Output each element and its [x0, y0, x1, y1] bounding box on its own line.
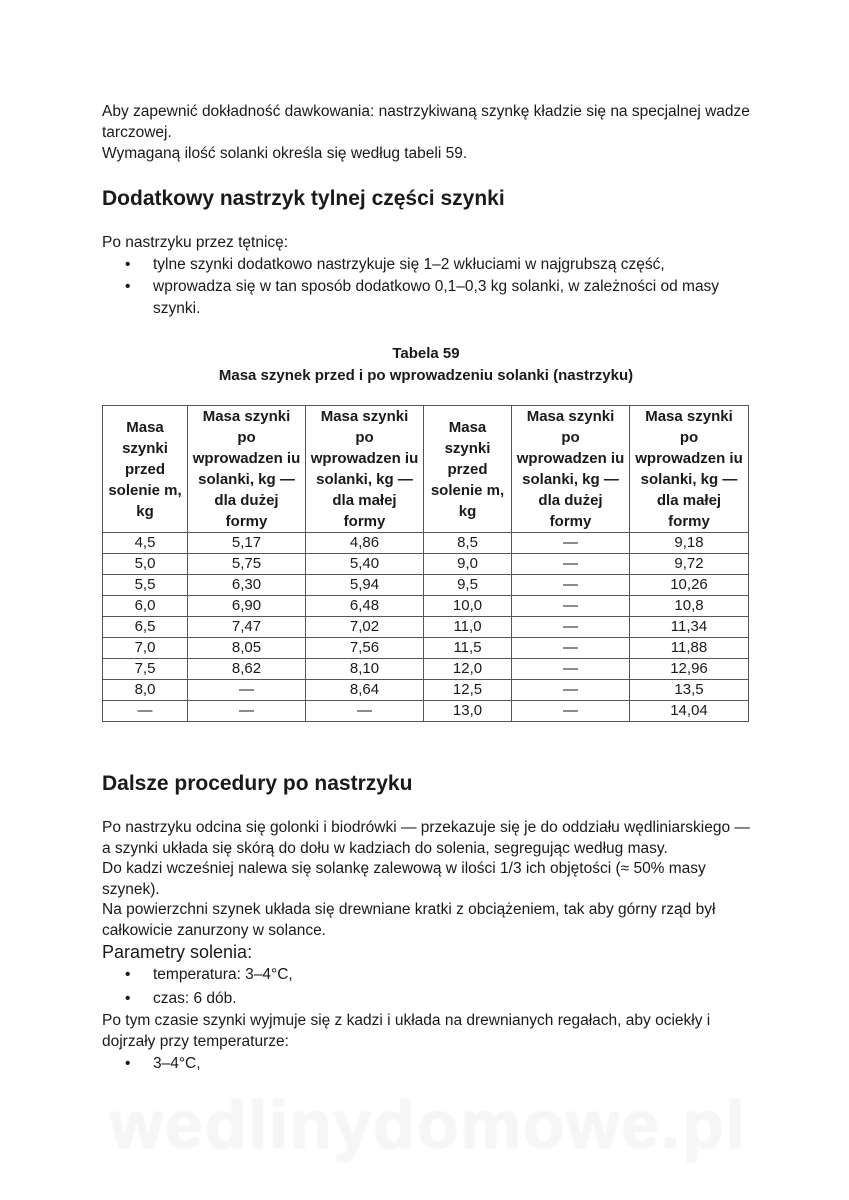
- table-cell: 11,88: [630, 638, 749, 659]
- table-cell: —: [512, 617, 630, 638]
- table-cell: 5,94: [306, 575, 424, 596]
- table-cell: —: [512, 596, 630, 617]
- section2-paragraph-3: Na powierzchni szynek układa się drewniane kratki z obciążeniem, tak aby górny rząd był całkowicie zanurzony w solance.: [102, 901, 716, 939]
- params-list: [102, 963, 750, 1011]
- table-header-cell: Masa szynki po wprowadzen iu solanki, kg — dla dużej formy: [188, 406, 306, 533]
- list-item: • temperatura: 3–4°C,: [102, 963, 750, 987]
- list-item: • tylne szynki dodatkowo nastrzykuje się 1–2 wkłuciami w najgrubszą część,: [102, 254, 750, 276]
- mass-table: [102, 405, 749, 722]
- table-cell: —: [512, 680, 630, 701]
- table-cell: 8,05: [188, 638, 306, 659]
- table-cell: 11,0: [424, 617, 512, 638]
- list-item: • wprowadza się w tan sposób dodatkowo 0,1–0,3 kg solanki, w zależności od masy szynki.: [125, 278, 720, 317]
- table-cell: 13,0: [424, 701, 512, 722]
- table-cell: 7,5: [103, 659, 188, 680]
- table-cell: —: [512, 533, 630, 554]
- table-cell: 8,5: [424, 533, 512, 554]
- table-row: [103, 659, 749, 680]
- table-cell: 9,18: [630, 533, 749, 554]
- section-dodatkowy-body: [102, 232, 750, 320]
- table-cell: 6,5: [103, 617, 188, 638]
- table-cell: —: [103, 701, 188, 722]
- table-cell: 10,8: [630, 596, 749, 617]
- table-cell: 13,5: [630, 680, 749, 701]
- table-cell: 11,5: [424, 638, 512, 659]
- section-dalsze-body: [102, 818, 750, 1076]
- table-row: [103, 617, 749, 638]
- table-cell: 9,0: [424, 554, 512, 575]
- table-cell: 9,72: [630, 554, 749, 575]
- table-header-cell: Masa szynki po wprowadzen iu solanki, kg — dla małej formy: [306, 406, 424, 533]
- table-cell: 4,5: [103, 533, 188, 554]
- bullet-icon: •: [125, 1055, 131, 1072]
- section1-lead: Po nastrzyku przez tętnicę:: [102, 234, 289, 251]
- table-row: [103, 596, 749, 617]
- table-header-cell: Masa szynki przed solenie m, kg: [103, 406, 188, 533]
- table-cell: —: [512, 575, 630, 596]
- table-cell: 10,0: [424, 596, 512, 617]
- watermark: wedlinydomowe.pl: [110, 1087, 747, 1163]
- temperature-list: [102, 1052, 750, 1076]
- intro-line-2: Wymaganą ilość solanki określa się według tabeli 59.: [102, 145, 468, 162]
- table-cell: 12,5: [424, 680, 512, 701]
- table-cell: 14,04: [630, 701, 749, 722]
- section-heading-dodatkowy: Dodatkowy nastrzyk tylnej części szynki: [102, 187, 505, 210]
- table-cell: 12,96: [630, 659, 749, 680]
- table-title: Tabela 59: [392, 345, 460, 362]
- table-header-cell: Masa szynki po wprowadzen iu solanki, kg — dla dużej formy: [512, 406, 630, 533]
- table-cell: 8,10: [306, 659, 424, 680]
- table-cell: 8,0: [103, 680, 188, 701]
- table-row: [103, 680, 749, 701]
- section2-paragraph-2: Do kadzi wcześniej nalewa się solankę zalewową w ilości 1/3 ich objętości (≈ 50% masy szynek).: [102, 860, 706, 898]
- table-subtitle: Masa szynek przed i po wprowadzeniu solanki (nastrzyku): [218, 367, 634, 384]
- table-header-row: [103, 406, 749, 533]
- table-cell: —: [512, 554, 630, 575]
- bullet-icon: •: [125, 256, 131, 273]
- table-cell: 6,0: [103, 596, 188, 617]
- table-cell: 7,02: [306, 617, 424, 638]
- table-row: [103, 554, 749, 575]
- table-cell: 5,17: [188, 533, 306, 554]
- table-cell: —: [188, 701, 306, 722]
- section1-bullet-list: [102, 254, 750, 320]
- table-cell: 6,48: [306, 596, 424, 617]
- table-cell: 7,47: [188, 617, 306, 638]
- table-cell: —: [512, 638, 630, 659]
- table-cell: —: [512, 659, 630, 680]
- table-cell: 5,5: [103, 575, 188, 596]
- table-cell: 12,0: [424, 659, 512, 680]
- section-heading-dalsze: Dalsze procedury po nastrzyku: [102, 772, 413, 795]
- table-row: [103, 638, 749, 659]
- list-item: • 3–4°C,: [102, 1052, 750, 1076]
- table-cell: —: [188, 680, 306, 701]
- table-cell: 6,90: [188, 596, 306, 617]
- table-cell: 9,5: [424, 575, 512, 596]
- table-cell: 11,34: [630, 617, 749, 638]
- table-cell: 5,40: [306, 554, 424, 575]
- table-header-cell: Masa szynki przed solenie m, kg: [424, 406, 512, 533]
- table-caption: [102, 343, 750, 387]
- table-row: [103, 701, 749, 722]
- table-row: [103, 533, 749, 554]
- table-cell: 8,64: [306, 680, 424, 701]
- section2-paragraph-1: Po nastrzyku odcina się golonki i biodrówki — przekazuje się je do oddziału wędliniarskiego — a szynki układa się skórą do dołu w kadziach do solenia, segregując według masy.: [102, 819, 750, 857]
- table-cell: 6,30: [188, 575, 306, 596]
- table-cell: 5,75: [188, 554, 306, 575]
- table-cell: —: [512, 701, 630, 722]
- list-item: • czas: 6 dób.: [102, 987, 750, 1011]
- bullet-icon: •: [125, 278, 131, 295]
- intro-paragraph: [102, 101, 750, 164]
- table-cell: —: [306, 701, 424, 722]
- table-cell: 4,86: [306, 533, 424, 554]
- intro-line-1: Aby zapewnić dokładność dawkowania: nastrzykiwaną szynkę kładzie się na specjalnej wadze tarczowej.: [102, 103, 750, 141]
- table-cell: 5,0: [103, 554, 188, 575]
- table-cell: 10,26: [630, 575, 749, 596]
- section2-paragraph-4: Po tym czasie szynki wyjmuje się z kadzi i układa na drewnianych regałach, aby ociekły i dojrzały przy temperaturze:: [102, 1012, 711, 1050]
- bullet-icon: •: [125, 990, 131, 1007]
- table-cell: 8,62: [188, 659, 306, 680]
- table-cell: 7,0: [103, 638, 188, 659]
- params-title: Parametry solenia:: [102, 942, 253, 962]
- table-cell: 7,56: [306, 638, 424, 659]
- table-row: [103, 575, 749, 596]
- table-header-cell: Masa szynki po wprowadzen iu solanki, kg — dla małej formy: [630, 406, 749, 533]
- bullet-icon: •: [125, 966, 131, 983]
